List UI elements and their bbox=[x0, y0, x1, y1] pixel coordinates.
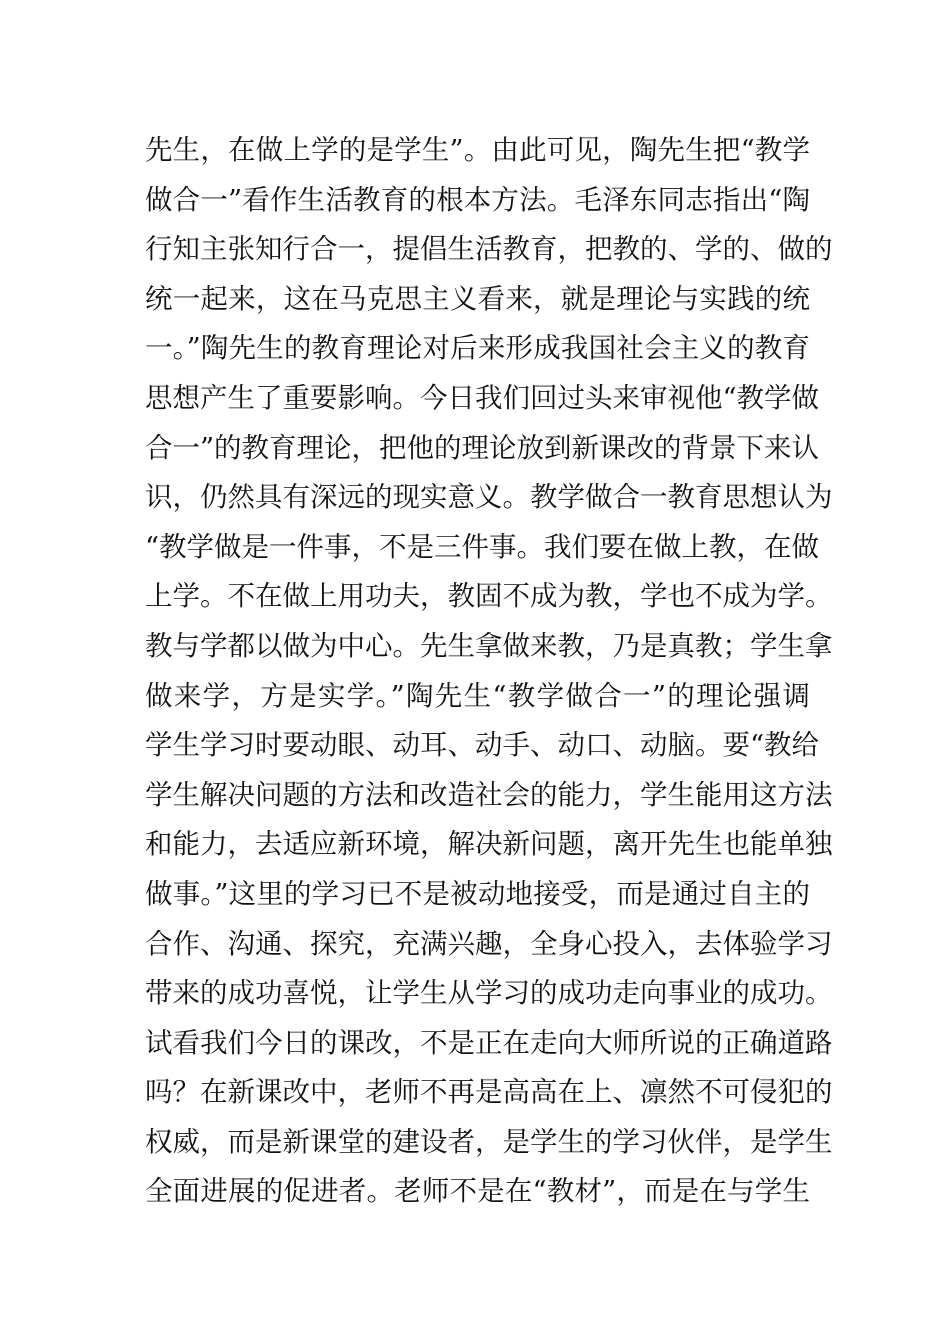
body-text bbox=[145, 126, 833, 1217]
text-line-13: 学生学习时要动眼、动耳、动手、动口、动脑。要“教给 bbox=[145, 729, 820, 762]
text-line-11: 教与学都以做为中心。先生拿做来教，乃是真教；学生拿 bbox=[145, 629, 833, 662]
text-line-4: 统一起来，这在马克思主义看来，就是理论与实践的统 bbox=[145, 282, 810, 315]
text-line-5: 一。”陶先生的教育理论对后来形成我国社会主义的教育 bbox=[145, 332, 810, 365]
text-line-6: 思想产生了重要影响。今日我们回过头来审视他“教学做 bbox=[145, 381, 820, 414]
text-line-15: 和能力，去适应新环境，解决新问题，离开先生也能单独 bbox=[145, 828, 833, 861]
text-line-10: 上学。不在做上用功夫，教固不成为教，学也不成为学。 bbox=[145, 580, 833, 613]
text-line-14: 学生解决问题的方法和改造社会的能力，学生能用这方法 bbox=[145, 778, 833, 811]
text-line-9: “教学做是一件事，不是三件事。我们要在做上教，在做 bbox=[145, 530, 820, 563]
text-line-19: 试看我们今日的课改，不是正在走向大师所说的正确道路 bbox=[145, 1026, 833, 1059]
text-line-12: 做来学，方是实学。”陶先生“教学做合一”的理论强调 bbox=[145, 679, 810, 712]
text-line-22: 全面进展的促进者。老师不是在“教材”，而是在与学生 bbox=[145, 1175, 810, 1208]
text-line-18: 带来的成功喜悦，让学生从学习的成功走向事业的成功。 bbox=[145, 977, 833, 1010]
text-line-16: 做事。”这里的学习已不是被动地接受，而是通过自主的 bbox=[145, 877, 810, 910]
text-line-20: 吗？在新课改中，老师不再是高高在上、凛然不可侵犯的 bbox=[145, 1076, 833, 1109]
text-line-3: 行知主张知行合一，提倡生活教育，把教的、学的、做的 bbox=[145, 233, 833, 266]
text-line-7: 合一”的教育理论，把他的理论放到新课改的背景下来认 bbox=[145, 431, 820, 464]
text-line-2: 做合一”看作生活教育的根本方法。毛泽东同志指出“陶 bbox=[145, 183, 810, 216]
text-line-1: 先生，在做上学的是学生”。由此可见，陶先生把“教学 bbox=[145, 134, 810, 166]
text-line-21: 权威，而是新课堂的建设者，是学生的学习伙伴，是学生 bbox=[145, 1125, 833, 1158]
text-line-8: 识，仍然具有深远的现实意义。教学做合一教育思想认为 bbox=[145, 481, 833, 514]
text-line-17: 合作、沟通、探究，充满兴趣，全身心投入，去体验学习 bbox=[145, 927, 833, 960]
